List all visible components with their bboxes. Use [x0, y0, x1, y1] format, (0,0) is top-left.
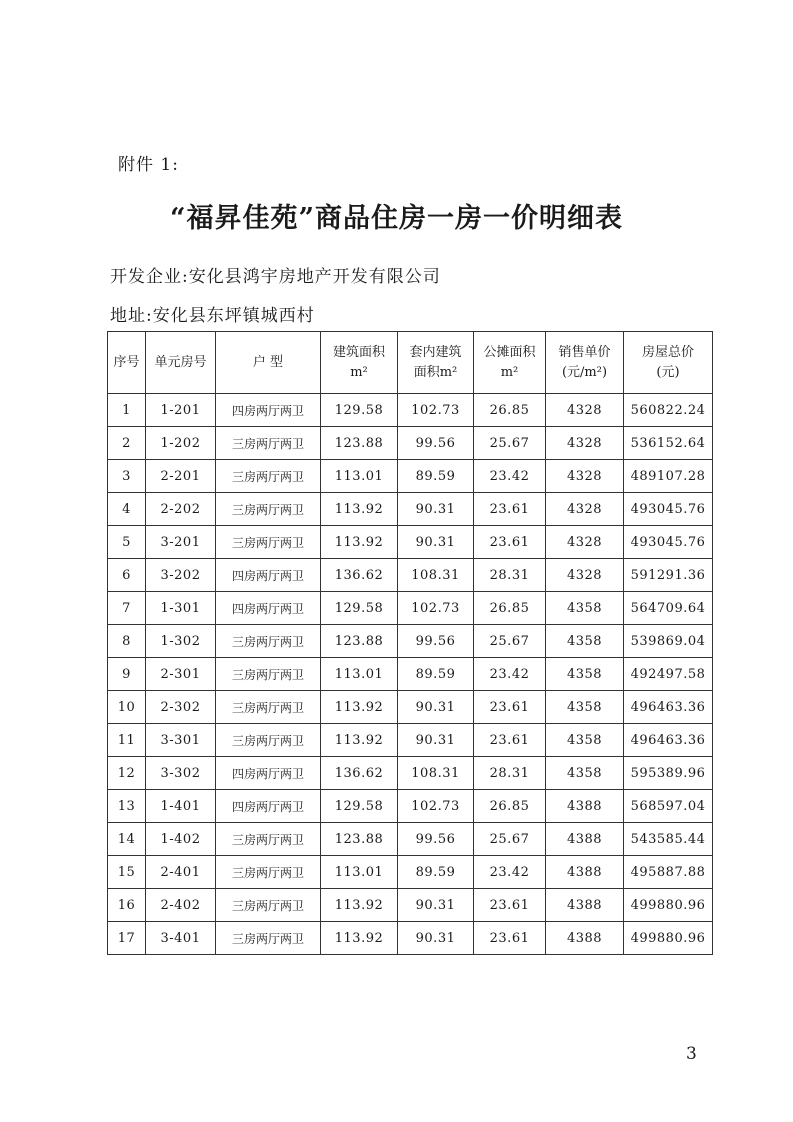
table-cell: 90.31 — [398, 889, 474, 922]
table-cell: 26.85 — [474, 790, 546, 823]
column-header-text: 建筑面积 — [332, 344, 385, 360]
table-cell: 536152.64 — [624, 427, 713, 460]
column-header-text: m² — [500, 364, 519, 380]
table-cell: 129.58 — [321, 592, 398, 625]
table-cell: 564709.64 — [624, 592, 713, 625]
table-cell: 113.01 — [321, 856, 398, 889]
table-cell: 三房两厅两卫 — [216, 427, 321, 460]
table-cell: 89.59 — [398, 460, 474, 493]
column-header-text: 套内建筑 — [409, 344, 462, 360]
table-header-row — [108, 332, 713, 394]
table-cell: 113.92 — [321, 922, 398, 955]
table-cell: 2-402 — [146, 889, 216, 922]
table-cell: 99.56 — [398, 823, 474, 856]
table-row — [108, 493, 713, 526]
table-row — [108, 526, 713, 559]
table-cell: 三房两厅两卫 — [216, 823, 321, 856]
table-cell: 493045.76 — [624, 493, 713, 526]
table-row — [108, 427, 713, 460]
table-cell: 2-401 — [146, 856, 216, 889]
table-cell: 2-301 — [146, 658, 216, 691]
table-cell: 23.61 — [474, 724, 546, 757]
column-header-text: (元) — [656, 364, 680, 380]
table-cell: 108.31 — [398, 559, 474, 592]
table-row — [108, 658, 713, 691]
table-cell: 28.31 — [474, 757, 546, 790]
table-cell: 123.88 — [321, 625, 398, 658]
table-cell: 102.73 — [398, 394, 474, 427]
page-number: 3 — [686, 1044, 697, 1064]
column-header — [216, 332, 321, 394]
table-cell: 3-201 — [146, 526, 216, 559]
table-cell: 25.67 — [474, 625, 546, 658]
table-cell: 4358 — [546, 757, 624, 790]
table-cell: 492497.58 — [624, 658, 713, 691]
table-cell: 三房两厅两卫 — [216, 526, 321, 559]
table-cell: 4 — [108, 493, 146, 526]
table-row — [108, 394, 713, 427]
column-header — [146, 332, 216, 394]
column-header — [474, 332, 546, 394]
table-cell: 89.59 — [398, 658, 474, 691]
table-cell: 496463.36 — [624, 691, 713, 724]
table-cell: 136.62 — [321, 559, 398, 592]
table-cell: 3-202 — [146, 559, 216, 592]
table-cell: 6 — [108, 559, 146, 592]
table-cell: 16 — [108, 889, 146, 922]
table-cell: 4388 — [546, 790, 624, 823]
table-cell: 493045.76 — [624, 526, 713, 559]
table-cell: 90.31 — [398, 922, 474, 955]
table-cell: 1-401 — [146, 790, 216, 823]
column-header — [321, 332, 398, 394]
table-cell: 三房两厅两卫 — [216, 691, 321, 724]
table-cell: 4328 — [546, 493, 624, 526]
table-cell: 108.31 — [398, 757, 474, 790]
table-cell: 595389.96 — [624, 757, 713, 790]
table-cell: 14 — [108, 823, 146, 856]
table-row — [108, 889, 713, 922]
table-cell: 3-401 — [146, 922, 216, 955]
table-cell: 四房两厅两卫 — [216, 592, 321, 625]
table-cell: 10 — [108, 691, 146, 724]
table-cell: 1-202 — [146, 427, 216, 460]
column-header — [398, 332, 474, 394]
table-cell: 113.01 — [321, 460, 398, 493]
table-cell: 四房两厅两卫 — [216, 559, 321, 592]
table-cell: 136.62 — [321, 757, 398, 790]
table-cell: 129.58 — [321, 790, 398, 823]
table-cell: 2-202 — [146, 493, 216, 526]
table-cell: 3 — [108, 460, 146, 493]
table-cell: 23.61 — [474, 691, 546, 724]
table-cell: 3-301 — [146, 724, 216, 757]
table-row — [108, 922, 713, 955]
table-cell: 129.58 — [321, 394, 398, 427]
table-cell: 8 — [108, 625, 146, 658]
table-cell: 2-201 — [146, 460, 216, 493]
table-cell: 12 — [108, 757, 146, 790]
table-cell: 28.31 — [474, 559, 546, 592]
table-cell: 99.56 — [398, 427, 474, 460]
table-cell: 499880.96 — [624, 889, 713, 922]
table-cell: 499880.96 — [624, 922, 713, 955]
table-cell: 三房两厅两卫 — [216, 889, 321, 922]
table-cell: 568597.04 — [624, 790, 713, 823]
table-cell: 560822.24 — [624, 394, 713, 427]
table-row — [108, 691, 713, 724]
table-cell: 4328 — [546, 460, 624, 493]
table-cell: 4388 — [546, 856, 624, 889]
table-cell: 三房两厅两卫 — [216, 856, 321, 889]
column-header-text: (元/m²) — [561, 364, 608, 380]
table-cell: 三房两厅两卫 — [216, 493, 321, 526]
table-cell: 23.42 — [474, 856, 546, 889]
table-row — [108, 625, 713, 658]
table-cell: 23.42 — [474, 460, 546, 493]
document-title: “福昇佳苑”商品住房一房一价明细表 — [169, 203, 624, 234]
column-header-text: 单元房号 — [154, 354, 207, 370]
table-cell: 113.92 — [321, 889, 398, 922]
table-cell: 90.31 — [398, 493, 474, 526]
table-row — [108, 592, 713, 625]
table-cell: 3-302 — [146, 757, 216, 790]
column-header — [624, 332, 713, 394]
column-header-text: 公摊面积 — [483, 344, 536, 360]
table-cell: 15 — [108, 856, 146, 889]
price-table — [107, 331, 713, 955]
table-cell: 三房两厅两卫 — [216, 625, 321, 658]
table-cell: 23.42 — [474, 658, 546, 691]
address-line: 地址:安化县东坪镇城西村 — [110, 306, 315, 326]
table-cell: 495887.88 — [624, 856, 713, 889]
table-cell: 543585.44 — [624, 823, 713, 856]
developer-line: 开发企业:安化县鸿宇房地产开发有限公司 — [110, 267, 441, 287]
table-cell: 4328 — [546, 427, 624, 460]
table-row — [108, 757, 713, 790]
table-cell: 9 — [108, 658, 146, 691]
table-cell: 23.61 — [474, 889, 546, 922]
table-cell: 23.61 — [474, 493, 546, 526]
column-header-text: m² — [350, 364, 368, 380]
table-cell: 2-302 — [146, 691, 216, 724]
table-cell: 2 — [108, 427, 146, 460]
table-cell: 591291.36 — [624, 559, 713, 592]
table-cell: 四房两厅两卫 — [216, 790, 321, 823]
table-cell: 123.88 — [321, 427, 398, 460]
table-body — [108, 394, 713, 955]
table-cell: 1-201 — [146, 394, 216, 427]
table-cell: 4358 — [546, 625, 624, 658]
table-cell: 三房两厅两卫 — [216, 724, 321, 757]
table-row — [108, 790, 713, 823]
table-cell: 4358 — [546, 724, 624, 757]
table-cell: 三房两厅两卫 — [216, 658, 321, 691]
table-cell: 99.56 — [398, 625, 474, 658]
table-cell: 4388 — [546, 922, 624, 955]
table-cell: 4328 — [546, 526, 624, 559]
table-cell: 89.59 — [398, 856, 474, 889]
column-header-text: 户 型 — [252, 354, 284, 370]
table-cell: 23.61 — [474, 526, 546, 559]
table-cell: 113.92 — [321, 526, 398, 559]
table-cell: 4328 — [546, 394, 624, 427]
table-row — [108, 823, 713, 856]
table-cell: 1 — [108, 394, 146, 427]
table-cell: 113.92 — [321, 691, 398, 724]
table-cell: 113.01 — [321, 658, 398, 691]
table-cell: 4358 — [546, 691, 624, 724]
table-cell: 496463.36 — [624, 724, 713, 757]
table-cell: 7 — [108, 592, 146, 625]
column-header — [546, 332, 624, 394]
table-cell: 1-402 — [146, 823, 216, 856]
column-header-text: 房屋总价 — [641, 344, 694, 360]
table-cell: 11 — [108, 724, 146, 757]
table-row — [108, 559, 713, 592]
table-cell: 90.31 — [398, 526, 474, 559]
column-header — [108, 332, 146, 394]
table-row — [108, 724, 713, 757]
table-cell: 四房两厅两卫 — [216, 394, 321, 427]
table-cell: 25.67 — [474, 427, 546, 460]
table-cell: 1-302 — [146, 625, 216, 658]
table-cell: 17 — [108, 922, 146, 955]
table-cell: 25.67 — [474, 823, 546, 856]
table-cell: 4328 — [546, 559, 624, 592]
table-cell: 4358 — [546, 592, 624, 625]
table-cell: 102.73 — [398, 592, 474, 625]
table-cell: 113.92 — [321, 724, 398, 757]
table-cell: 四房两厅两卫 — [216, 757, 321, 790]
table-cell: 4358 — [546, 658, 624, 691]
table-cell: 13 — [108, 790, 146, 823]
table-cell: 90.31 — [398, 724, 474, 757]
table-cell: 90.31 — [398, 691, 474, 724]
column-header-text: 序号 — [113, 354, 140, 370]
table-cell: 26.85 — [474, 394, 546, 427]
table-cell: 23.61 — [474, 922, 546, 955]
table-cell: 5 — [108, 526, 146, 559]
table-cell: 三房两厅两卫 — [216, 922, 321, 955]
table-row — [108, 460, 713, 493]
column-header-text: 面积m² — [413, 364, 458, 380]
table-cell: 4388 — [546, 889, 624, 922]
table-cell: 539869.04 — [624, 625, 713, 658]
attachment-label: 附件 1: — [118, 155, 179, 175]
table-cell: 489107.28 — [624, 460, 713, 493]
table-cell: 4388 — [546, 823, 624, 856]
table-cell: 26.85 — [474, 592, 546, 625]
table-cell: 113.92 — [321, 493, 398, 526]
table-row — [108, 856, 713, 889]
table-cell: 1-301 — [146, 592, 216, 625]
table-cell: 123.88 — [321, 823, 398, 856]
column-header-text: 销售单价 — [558, 344, 611, 360]
table-cell: 三房两厅两卫 — [216, 460, 321, 493]
table-cell: 102.73 — [398, 790, 474, 823]
